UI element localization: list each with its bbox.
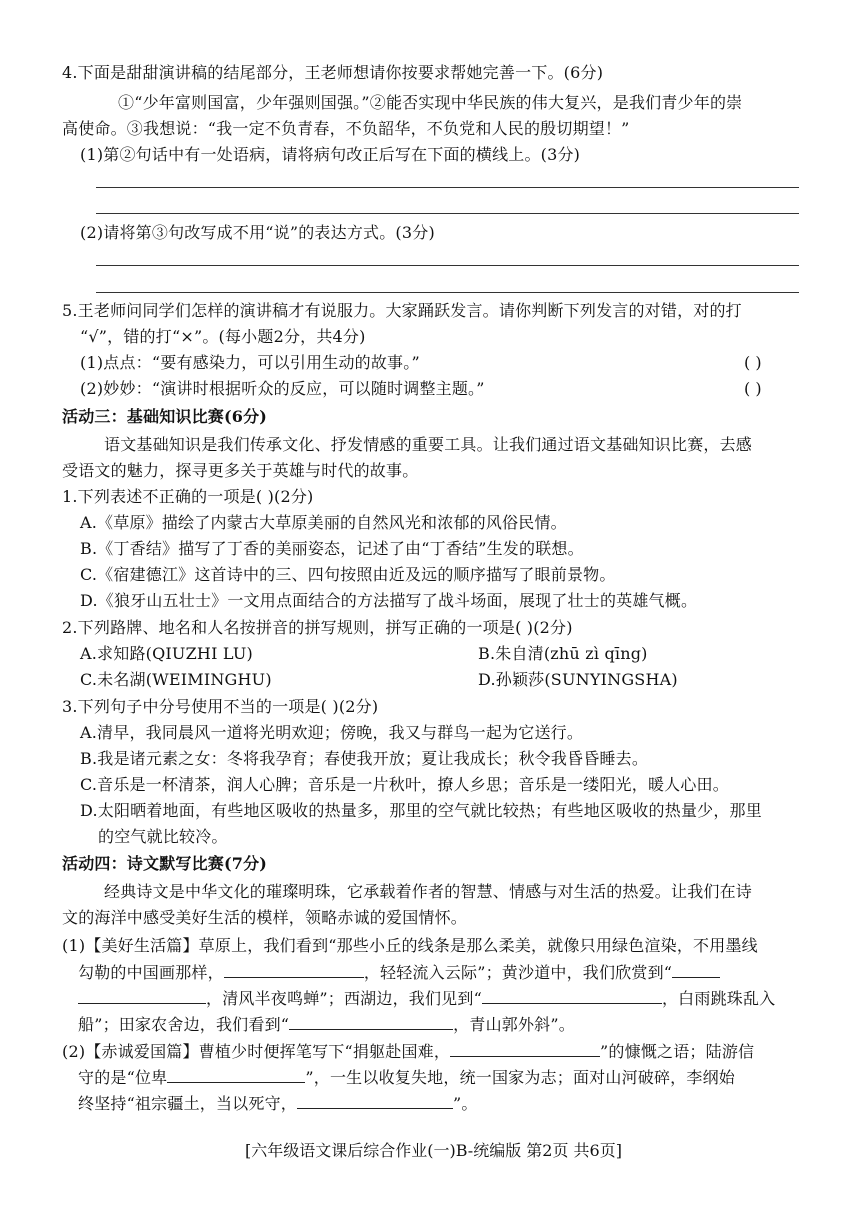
fill-blank[interactable] <box>297 1092 453 1109</box>
activity4-intro-line2: 文的海洋中感受美好生活的模样，领略赤诚的爱国情怀。 <box>62 908 468 927</box>
a3-q2-option-d: D.孙颖莎(SUNYINGSHA) <box>478 670 678 689</box>
a3-q3-option-c: C.音乐是一杯清茶，润人心脾；音乐是一片秋叶，撩人乡思；音乐是一缕阳光，暖人心田。 <box>80 775 729 794</box>
a3-q1-option-a: A.《草原》描绘了内蒙古大草原美丽的自然风光和浓郁的风俗民情。 <box>80 513 567 532</box>
a3-q2-option-a: A.求知路(QIUZHI LU) <box>80 644 253 663</box>
page-footer: [六年级语文课后综合作业(一)B-统编版 第2页 共6页] <box>245 1141 622 1160</box>
answer-line[interactable] <box>96 187 799 188</box>
a4-p1-line3-text-a: ，清风半夜鸣蝉”；西湖边，我们见到“ <box>206 989 482 1008</box>
a4-p2-line2-text-a: 守的是“位卑 <box>78 1068 168 1087</box>
activity4-title: 活动四：诗文默写比赛(7分) <box>62 854 268 873</box>
a3-q3-option-a: A.清早，我同晨风一道将光明欢迎；傍晚，我又与群鸟一起为它送行。 <box>80 723 584 742</box>
fill-blank[interactable] <box>450 1040 600 1057</box>
a4-p1-line2 <box>78 961 720 984</box>
q5-item2: (2)妙妙：“演讲时根据听众的反应，可以随时调整主题。” <box>80 379 485 398</box>
fill-blank[interactable] <box>289 1013 453 1030</box>
a3-q1-option-b: B.《丁香结》描写了丁香的美丽姿态，记述了由“丁香结”生发的联想。 <box>80 539 584 558</box>
activity3-title: 活动三：基础知识比赛(6分) <box>62 407 268 426</box>
a4-p2-line2-text-b: ”，一生以收复失地，统一国家为志；面对山河破碎，李纲始 <box>305 1068 735 1087</box>
a4-p2-line3-text-b: ”。 <box>452 1094 478 1113</box>
a3-q1-option-c: C.《宿建德江》这首诗中的三、四句按照由近及远的顺序描写了眼前景物。 <box>80 565 616 584</box>
activity4-intro-line1: 经典诗文是中华文化的璀璨明珠，它承载着作者的智慧、情感与对生活的热爱。让我们在诗 <box>104 882 753 901</box>
q5-item2-answer-paren[interactable]: ( ) <box>744 379 762 398</box>
q5-item1-answer-paren[interactable]: ( ) <box>744 353 762 372</box>
a4-p1-line2-text-a: 勾勒的中国画那样， <box>78 963 224 982</box>
a3-q1-option-d: D.《狼牙山五壮士》一文用点面结合的方法描写了战斗场面，展现了壮士的英雄气概。 <box>80 591 698 610</box>
a4-p2-line2 <box>78 1066 735 1089</box>
fill-blank[interactable] <box>167 1066 305 1083</box>
q5-stem-line2: “√”，错的打“×”。(每小题2分，共4分) <box>80 327 366 346</box>
a3-q3-option-d-line2: 的空气就比较冷。 <box>98 827 228 846</box>
a3-q2-option-c: C.未名湖(WEIMINGHU) <box>80 670 272 689</box>
fill-blank[interactable] <box>482 987 662 1004</box>
a3-q3-option-b: B.我是诸元素之女：冬将我孕育；春使我开放；夏让我成长；秋令我昏昏睡去。 <box>80 749 649 768</box>
q5-stem-line1: 5.王老师问同学们怎样的演讲稿才有说服力。大家踊跃发言。请你判断下列发言的对错，对的打 <box>62 301 742 320</box>
activity3-intro-line1: 语文基础知识是我们传承文化、抒发情感的重要工具。让我们通过语文基础知识比赛，去感 <box>104 435 753 454</box>
a3-q1-stem: 1.下列表述不正确的一项是( )(2分) <box>62 487 314 506</box>
a4-p2-line3-text-a: 终坚持“祖宗疆土，当以死守， <box>78 1094 297 1113</box>
answer-line[interactable] <box>96 292 799 293</box>
fill-blank[interactable] <box>224 961 364 978</box>
fill-blank[interactable] <box>78 987 206 1004</box>
a4-p2-line3 <box>78 1092 478 1115</box>
activity3-intro-line2: 受语文的魅力，探寻更多关于英雄与时代的故事。 <box>62 461 419 480</box>
answer-line[interactable] <box>96 265 799 266</box>
a4-p1-line4-text-b: ，青山郭外斜”。 <box>453 1015 575 1034</box>
fill-blank[interactable] <box>672 961 720 978</box>
a4-p1-line3 <box>78 987 775 1010</box>
a3-q2-option-b: B.朱自清(zhū zì qīng) <box>478 644 648 663</box>
a3-q3-option-d-line1: D.太阳晒着地面，有些地区吸收的热量多，那里的空气就比较热；有些地区吸收的热量少，那里 <box>80 801 762 820</box>
a4-p1-line3-text-b: ，白雨跳珠乱入 <box>661 989 776 1008</box>
a4-p1-line2-text-b: ，轻轻流入云际”；黄沙道中，我们欣赏到“ <box>363 963 673 982</box>
a4-p2-line1 <box>62 1040 754 1063</box>
a4-p1-line4-text-a: 船”；田家农舍边，我们看到“ <box>78 1015 290 1034</box>
a3-q3-stem: 3.下列句子中分号使用不当的一项是( )(2分) <box>62 697 379 716</box>
a4-p1-line1: (1)【美好生活篇】草原上，我们看到“那些小丘的线条是那么柔美，就像只用绿色渲染，不用墨线 <box>62 936 758 955</box>
a4-p2-line1-text-a: (2)【赤诚爱国篇】曹植少时便挥笔写下“捐躯赴国难， <box>62 1042 451 1061</box>
q4-stem: 4.下面是甜甜演讲稿的结尾部分，王老师想请你按要求帮她完善一下。(6分) <box>62 63 604 82</box>
q4-passage-line2: 高使命。③我想说：“我一定不负青春，不负韶华，不负党和人民的殷切期望！” <box>62 119 630 138</box>
q4-passage-line1: ①“少年富则国富，少年强则国强。”②能否实现中华民族的伟大复兴，是我们青少年的崇 <box>118 93 743 112</box>
q5-item1: (1)点点：“要有感染力，可以引用生动的故事。” <box>80 353 420 372</box>
a3-q2-stem: 2.下列路牌、地名和人名按拼音的拼写规则，拼写正确的一项是( )(2分) <box>62 618 573 637</box>
a4-p2-line1-text-b: ”的慷慨之语；陆游信 <box>600 1042 755 1061</box>
answer-line[interactable] <box>96 213 799 214</box>
q4-sub2: (2)请将第③句改写成不用“说”的表达方式。(3分) <box>80 223 435 242</box>
q4-sub1: (1)第②句话中有一处语病，请将病句改正后写在下面的横线上。(3分) <box>80 145 581 164</box>
a4-p1-line4 <box>78 1013 575 1036</box>
